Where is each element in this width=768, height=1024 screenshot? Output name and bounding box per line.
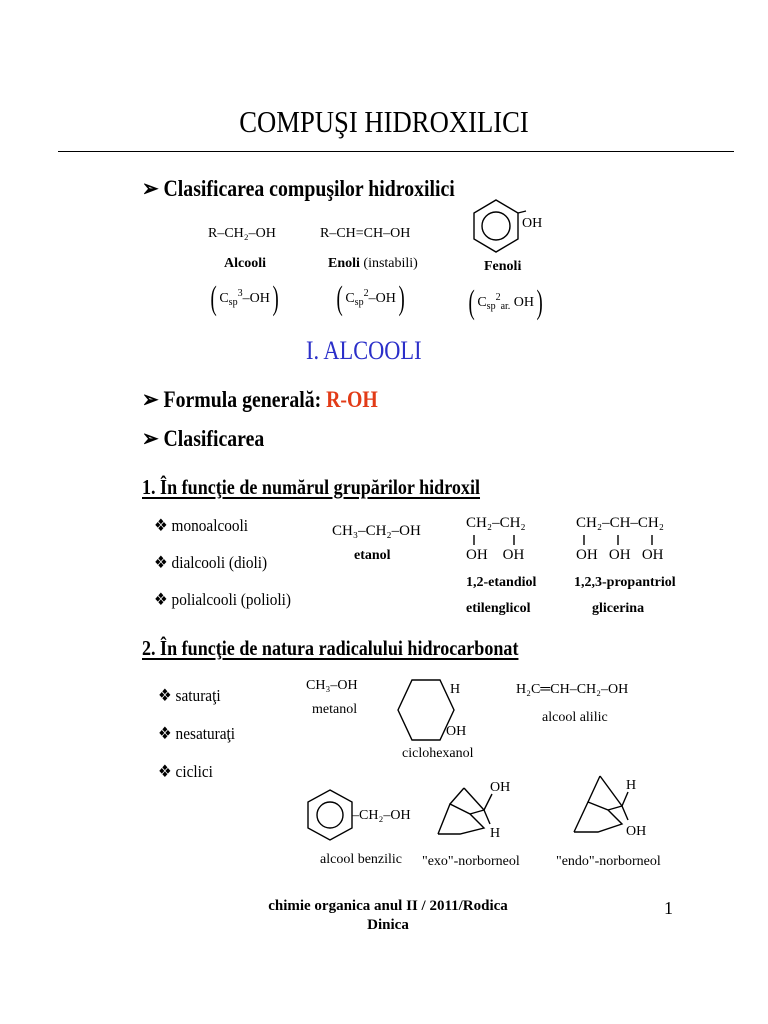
ciclohexanol-h: H	[450, 682, 461, 697]
classification-heading-text: Clasificarea compuşilor hidroxilici	[163, 176, 455, 201]
subsection-1-heading: 1. În funcţie de numărul grupărilor hidroxil	[142, 475, 481, 499]
bullet-monoalcooli: ❖ monoalcooli	[154, 516, 249, 535]
phenol-ring-icon	[466, 198, 526, 258]
exo-name: "exo"-norborneol	[422, 854, 520, 869]
enoli-hybrid: ( $C_{sp}^2-OH$)	[336, 280, 405, 317]
etanol-formula: CH₃–CH₂–OH	[332, 523, 421, 539]
clasificarea-heading: ➢ Clasificarea	[142, 426, 265, 451]
benzilic-name: alcool benzilic	[320, 852, 403, 867]
propantriol-top: CH₂–CH–CH₂	[576, 515, 664, 531]
footer-credit	[250, 898, 526, 934]
exo-oh: OH	[490, 780, 511, 795]
etandiol-common: etilenglicol	[466, 601, 531, 616]
alcooli-section-heading: I. ALCOOLI	[306, 336, 422, 365]
propantriol-bonds	[582, 535, 662, 547]
classification-heading	[142, 176, 455, 202]
alcooli-hybrid: ( $C_{sp}^3-OH$)	[210, 280, 279, 317]
etandiol-top: CH₂–CH₂	[466, 515, 526, 531]
footer-credit-line2: Dinica	[367, 917, 409, 933]
benzilic-formula: –CH₂–OH	[352, 808, 411, 823]
etandiol-bonds	[472, 535, 522, 547]
enoli-formula: R–CH=CH–OH	[320, 226, 411, 241]
endo-norbornane-icon	[570, 774, 632, 836]
propantriol-common: glicerina	[592, 601, 645, 616]
alilic-name: alcool alilic	[542, 710, 608, 725]
ciclohexanol-oh: OH	[446, 724, 467, 739]
etandiol-name: 1,2-etandiol	[466, 575, 537, 590]
subsection-2-heading: 2. În funcţie de natura radicalului hidrocarbonat	[142, 636, 519, 660]
bullet-nesaturati: ❖ nesaturaţi	[158, 724, 236, 743]
fenoli-name: Fenoli	[484, 259, 522, 274]
page-number: 1	[664, 898, 673, 918]
general-formula-value: R-OH	[326, 387, 378, 412]
etandiol-bottom: OH OH	[466, 547, 525, 563]
exo-h: H	[490, 826, 501, 841]
footer-credit-line1: chimie organica anul II / 2011/Rodica	[268, 898, 508, 914]
alcooli-formula: R–CH₂–OH	[208, 226, 276, 241]
propantriol-bottom: OH OH OH	[576, 547, 664, 563]
diamond-bullet-icon: ❖	[158, 762, 172, 781]
endo-oh: OH	[626, 824, 647, 839]
ciclohexanol-name: ciclohexanol	[402, 746, 474, 761]
metanol-formula: CH₃–OH	[306, 678, 358, 693]
fenoli-hybrid: ( $C_{sp}^2_{ar.}$ OH)	[468, 284, 543, 321]
arrow-bullet-icon: ➢	[142, 426, 159, 451]
diamond-bullet-icon: ❖	[158, 724, 172, 743]
fenoli-oh: OH	[522, 216, 543, 231]
bullet-polialcooli: ❖ polialcooli (polioli)	[154, 590, 291, 609]
bullet-dialcooli: ❖ dialcooli (dioli)	[154, 553, 268, 572]
arrow-bullet-icon: ➢	[142, 176, 159, 201]
diamond-bullet-icon: ❖	[158, 686, 172, 705]
endo-h: H	[626, 778, 637, 793]
diamond-bullet-icon: ❖	[154, 590, 168, 609]
alilic-formula: H₂C═CH–CH₂–OH	[516, 682, 629, 697]
diamond-bullet-icon: ❖	[154, 553, 168, 572]
bullet-saturati: ❖ saturaţi	[158, 686, 221, 705]
diamond-bullet-icon: ❖	[154, 516, 168, 535]
metanol-name: metanol	[312, 702, 358, 717]
alcooli-name: Alcooli	[224, 256, 266, 271]
endo-name: "endo"-norborneol	[556, 854, 661, 869]
exo-norbornane-icon	[434, 784, 494, 840]
etanol-name: etanol	[354, 548, 391, 563]
title-divider	[58, 151, 734, 152]
general-formula-heading: ➢ Formula generală: R-OH	[142, 387, 378, 412]
bullet-ciclici: ❖ ciclici	[158, 762, 213, 781]
enoli-name: Enoli (instabili)	[328, 256, 418, 271]
propantriol-name: 1,2,3-propantriol	[574, 575, 676, 590]
page-title: COMPUŞI HIDROXILICI	[239, 104, 529, 139]
arrow-bullet-icon: ➢	[142, 387, 159, 412]
